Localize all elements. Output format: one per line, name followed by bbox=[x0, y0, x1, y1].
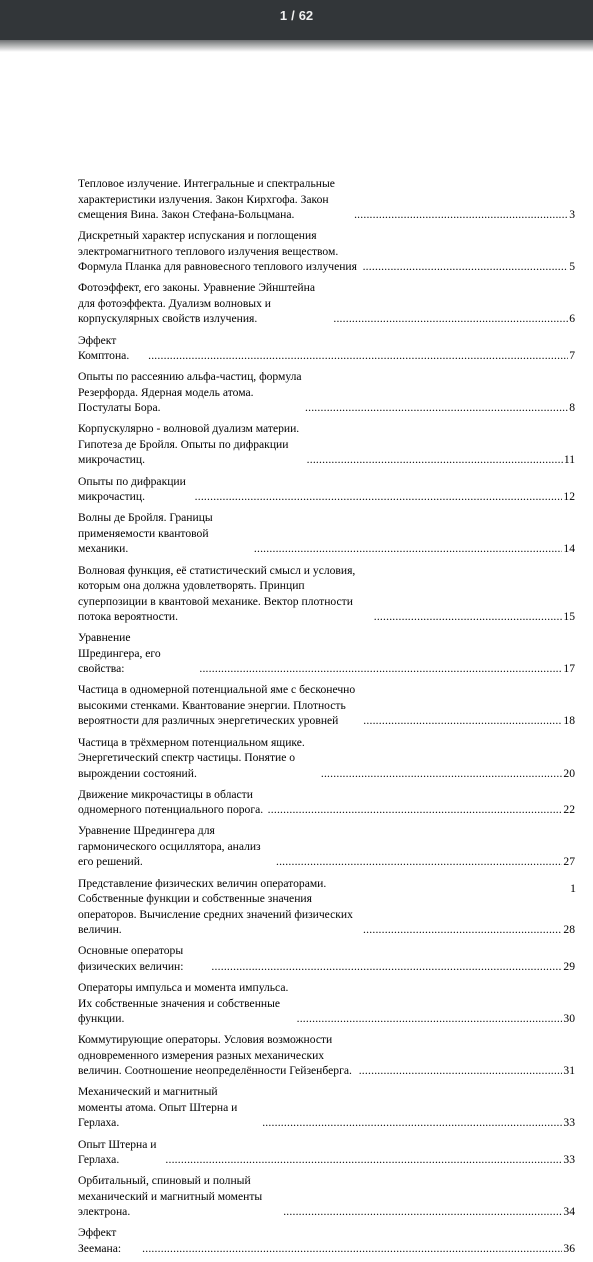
toc-entry-title: Частица в трёхмерном потенциальном ящике. Энергетический спектр частицы. Понятие о вырождении состояний. bbox=[78, 735, 305, 780]
total-pages: 62 bbox=[298, 8, 314, 23]
table-of-contents bbox=[78, 176, 575, 1262]
dot-leader bbox=[148, 348, 568, 364]
toc-entry-title: Фотоэффект, его законы. Уравнение Эйнштейна для фотоэффекта. Дуализм волновых и корпускулярных свойств излучения. bbox=[78, 281, 315, 326]
toc-entry-page: 12 bbox=[563, 490, 575, 504]
toc-entry-page: 34 bbox=[563, 1205, 575, 1219]
toc-entry-title: Тепловое излучение. Интегральные и спектральные характеристики излучения. Закон Кирхгофа. Закон смещения Вина. Закон Стефана-Больцмана. bbox=[78, 177, 335, 221]
dot-leader bbox=[374, 609, 563, 625]
toc-entry[interactable] bbox=[78, 1137, 575, 1168]
toc-entry-title: Уравнение Шредингера для гармонического осциллятора, анализ его решений. bbox=[78, 824, 261, 869]
toc-entry-title: Дискретный характер испускания и поглощения электромагнитного теплового излучения веществом. Формула Планка для равновесного теплового излучения bbox=[78, 229, 357, 274]
toc-entry-page: 30 bbox=[563, 1012, 575, 1025]
toc-entry-page: 36 bbox=[563, 1241, 575, 1255]
dot-leader bbox=[276, 854, 562, 870]
toc-entry[interactable] bbox=[78, 1225, 575, 1256]
toc-entry[interactable] bbox=[78, 630, 575, 677]
toc-entry-page: 6 bbox=[569, 312, 575, 326]
toc-entry-page: 20 bbox=[563, 766, 575, 780]
toc-entry-title: Опыты по дифракции микрочастиц. bbox=[78, 474, 186, 504]
dot-leader bbox=[262, 1115, 562, 1131]
toc-entry-title: Представление физических величин операторами. Собственные функции и собственные значения операторов. Вычисление средних значений физических величин. bbox=[78, 876, 353, 937]
toolbar-shadow bbox=[0, 40, 593, 52]
toc-entry-page: 18 bbox=[563, 714, 575, 728]
dot-leader bbox=[211, 959, 562, 975]
toc-entry[interactable] bbox=[78, 369, 575, 416]
toc-entry-page: 15 bbox=[563, 610, 575, 623]
dot-leader bbox=[333, 311, 568, 327]
toc-entry-page: 28 bbox=[563, 923, 575, 937]
toc-entry-title: Волны де Бройля. Границы применяемости квантовой механики. bbox=[78, 511, 213, 556]
toc-entry-title: Эффект Комптона. bbox=[78, 333, 130, 363]
toc-entry-title: Частица в одномерной потенциальной яме с бесконечно высокими стенками. Квантование энергии. Плотность вероятности для различных энергетических уровней bbox=[78, 683, 356, 728]
toc-entry-title: Корпускулярно - волновой дуализм материи. Гипотеза де Бройля. Опыты по дифракции микрочастиц. bbox=[78, 422, 300, 467]
toc-entry-title: Орбитальный, спиновый и полный механический и магнитный моменты электрона. bbox=[78, 1174, 263, 1219]
dot-leader bbox=[363, 259, 569, 275]
toc-entry[interactable] bbox=[78, 823, 575, 870]
toc-entry-title: Коммутирующие операторы. Условия возможности одновременного измерения разных механических величин. Соотношение неопределённости Гейзенберга. bbox=[78, 1033, 352, 1078]
dot-leader bbox=[142, 1241, 562, 1257]
toc-entry[interactable] bbox=[78, 1032, 575, 1079]
dot-leader bbox=[321, 766, 563, 782]
dot-leader bbox=[283, 1204, 562, 1220]
toc-entry-page: 17 bbox=[563, 662, 575, 676]
toc-entry-page: 29 bbox=[563, 959, 575, 973]
toc-entry[interactable] bbox=[78, 735, 575, 782]
toc-entry[interactable] bbox=[78, 563, 575, 625]
toc-entry-page: 27 bbox=[563, 855, 575, 869]
toc-entry-page: 7 bbox=[569, 349, 575, 363]
toc-entry[interactable] bbox=[78, 474, 575, 505]
dot-leader bbox=[199, 661, 562, 677]
dot-leader bbox=[363, 922, 562, 938]
toc-entry-title: Движение микрочастицы в области одномерного потенциального порога. bbox=[78, 787, 264, 817]
toc-entry-page: 8 bbox=[569, 401, 575, 415]
page-counter bbox=[0, 8, 593, 24]
dot-leader bbox=[354, 207, 568, 223]
toc-entry-page: 22 bbox=[563, 803, 575, 817]
toc-entry[interactable] bbox=[78, 228, 575, 275]
toc-entry-title: Операторы импульса и момента импульса. Их собственные значения и собственные функции. bbox=[78, 981, 289, 1025]
toc-entry-page: 33 bbox=[563, 1116, 575, 1130]
dot-leader bbox=[307, 452, 563, 468]
toc-entry-page: 31 bbox=[563, 1064, 575, 1078]
toc-entry[interactable] bbox=[78, 333, 575, 364]
page-footer-number: 1 bbox=[570, 881, 576, 895]
toc-entry-page: 5 bbox=[569, 260, 575, 274]
toc-entry-title: Эффект Зеемана: bbox=[78, 1226, 122, 1255]
toc-entry[interactable] bbox=[78, 787, 575, 818]
toc-entry-title: Опыт Штерна и Герлаха. bbox=[78, 1137, 157, 1167]
toc-entry[interactable] bbox=[78, 421, 575, 468]
dot-leader bbox=[165, 1152, 562, 1168]
toc-entry[interactable] bbox=[78, 280, 575, 327]
current-page-number: 1 bbox=[279, 8, 288, 23]
toc-entry[interactable] bbox=[78, 1173, 575, 1220]
dot-leader bbox=[254, 541, 563, 557]
toc-entry-page: 3 bbox=[569, 208, 575, 221]
toc-entry-page: 14 bbox=[563, 542, 575, 556]
toc-entry[interactable] bbox=[78, 876, 575, 938]
dot-leader bbox=[363, 713, 562, 729]
toc-entry[interactable] bbox=[78, 510, 575, 557]
toc-entry-title: Основные операторы физических величин: bbox=[78, 944, 184, 973]
dot-leader bbox=[195, 489, 563, 505]
toc-entry-title: Механический и магнитный моменты атома. Опыт Штерна и Герлаха. bbox=[78, 1085, 238, 1130]
dot-leader bbox=[359, 1063, 563, 1079]
toc-entry[interactable] bbox=[78, 1084, 575, 1131]
toc-entry-title: Волновая функция, её статистический смысл и условия, которым она должна удовлетворять. Принцип суперпозиции в квантовой механике. Вектор плотности потока вероятности. bbox=[78, 563, 356, 623]
toc-entry[interactable] bbox=[78, 176, 575, 223]
page-separator: / bbox=[291, 8, 295, 23]
dot-leader bbox=[297, 1011, 563, 1027]
toc-entry-page: 11 bbox=[563, 453, 575, 467]
toc-entry[interactable] bbox=[78, 943, 575, 974]
dot-leader bbox=[268, 802, 563, 818]
dot-leader bbox=[305, 400, 568, 416]
pdf-viewer-toolbar bbox=[0, 0, 593, 40]
toc-entry-title: Уравнение Шредингера, его свойства: bbox=[78, 631, 161, 676]
toc-entry[interactable] bbox=[78, 682, 575, 729]
toc-entry-page: 33 bbox=[563, 1153, 575, 1167]
toc-entry-title: Опыты по рассеянию альфа-частиц, формула Резерфорда. Ядерная модель атома. Постулаты Бора. bbox=[78, 370, 302, 415]
toc-entry[interactable] bbox=[78, 980, 575, 1027]
